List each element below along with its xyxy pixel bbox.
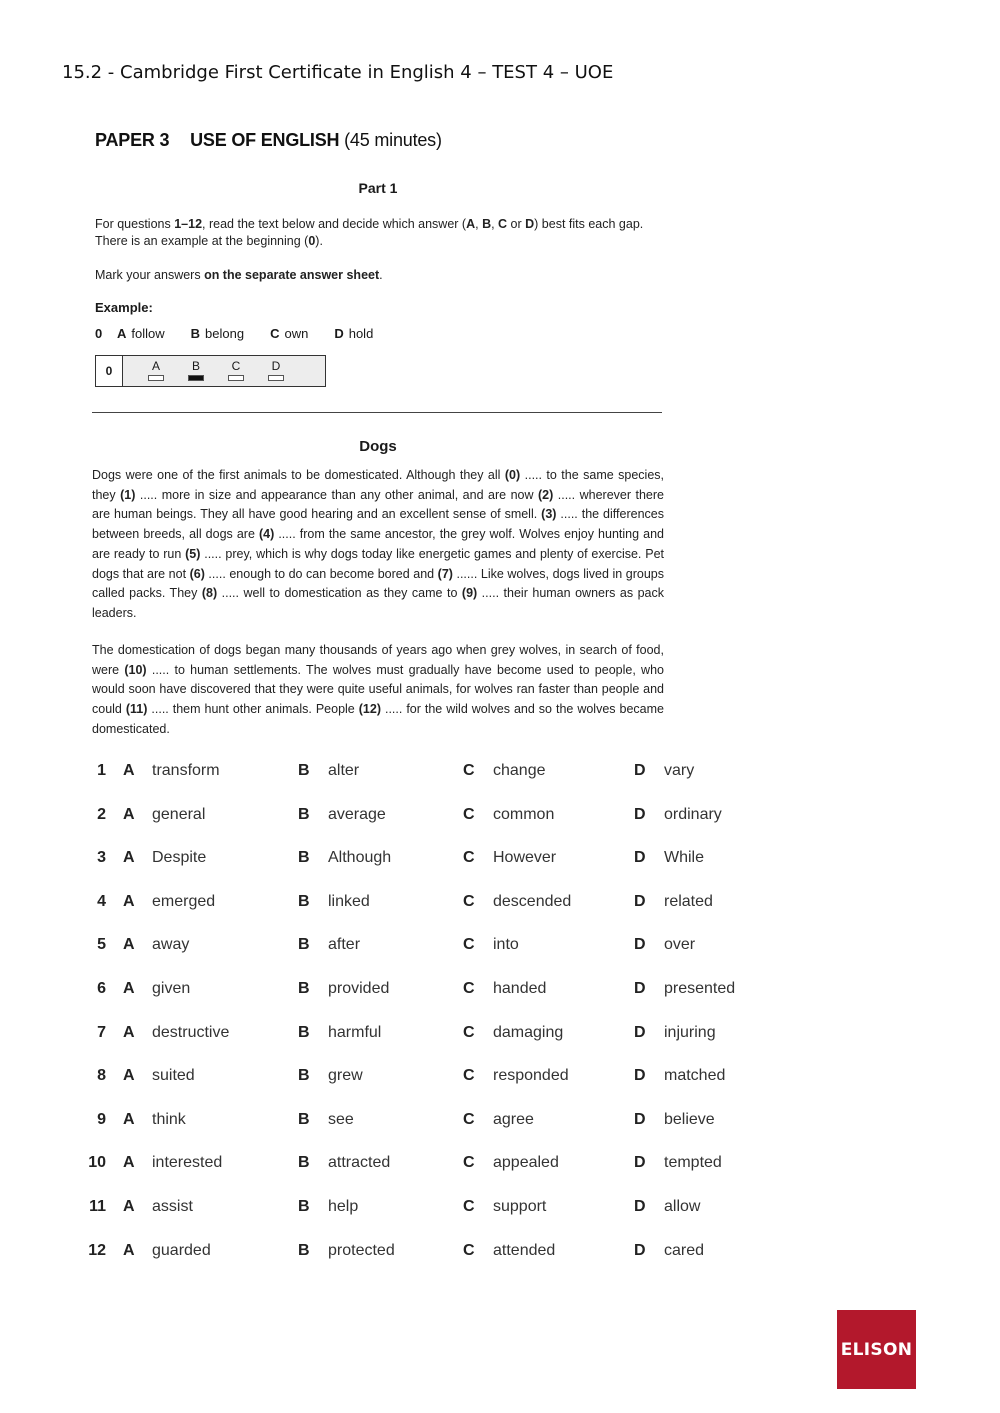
option-letter-d: D bbox=[634, 762, 646, 779]
option-word-d: While bbox=[664, 849, 705, 867]
option-letter-c: C bbox=[463, 849, 475, 867]
option-word-c: support bbox=[493, 1197, 547, 1215]
gap-number: (4) bbox=[258, 527, 275, 542]
gap-number: (10) bbox=[124, 662, 147, 677]
option-word-d: tempted bbox=[664, 1154, 722, 1172]
option-word-d: over bbox=[664, 936, 696, 954]
option-letter-a: A bbox=[123, 892, 135, 910]
option-letter-a: A bbox=[123, 1110, 135, 1128]
question-number: 1 bbox=[97, 762, 106, 779]
option-letter-c: C bbox=[463, 1067, 475, 1085]
example-label: Example: bbox=[95, 300, 153, 315]
option-letter-a: A bbox=[123, 805, 135, 823]
option-word-a: guarded bbox=[152, 1241, 211, 1259]
option-word-b: after bbox=[328, 936, 361, 954]
text-chunk: Dogs were one of the first animals to be domesticated. Although they all bbox=[92, 468, 505, 482]
option-word-a: given bbox=[152, 979, 191, 997]
option-word-c: change bbox=[493, 762, 546, 779]
question-row bbox=[80, 932, 780, 976]
question-number: 8 bbox=[97, 1067, 106, 1085]
option-word-a: suited bbox=[152, 1067, 195, 1085]
question-row bbox=[80, 802, 780, 846]
option-letter-d: D bbox=[634, 936, 646, 954]
option-letter-b: B bbox=[298, 805, 310, 823]
example-option-c: C own bbox=[270, 326, 309, 341]
gap-number: (0) bbox=[504, 468, 521, 482]
question-row bbox=[80, 845, 780, 889]
option-letter-a: A bbox=[123, 1067, 135, 1085]
option-word-b: help bbox=[328, 1197, 359, 1215]
part-heading: Part 1 bbox=[358, 180, 398, 196]
question-number: 2 bbox=[97, 805, 106, 823]
option-letter-d: D bbox=[634, 1110, 646, 1128]
option-word-a: destructive bbox=[152, 1023, 230, 1041]
paper-duration: (45 minutes) bbox=[344, 130, 442, 150]
text-title: Dogs bbox=[359, 438, 397, 455]
option-letter-b: B bbox=[298, 892, 310, 910]
answer-cell-a: A bbox=[147, 359, 165, 386]
option-word-d: cared bbox=[664, 1241, 705, 1259]
question-number: 7 bbox=[97, 1023, 106, 1041]
option-word-d: related bbox=[664, 892, 713, 910]
option-letter-c: C bbox=[463, 1154, 475, 1172]
section-divider bbox=[92, 412, 662, 413]
option-letter-c: C bbox=[463, 805, 475, 823]
text-chunk: ..... well to domestication as they came to bbox=[217, 586, 462, 601]
option-word-c: descended bbox=[493, 892, 572, 910]
question-number: 11 bbox=[89, 1197, 106, 1215]
option-letter-a: A bbox=[123, 1197, 135, 1215]
option-letter-c: C bbox=[463, 892, 475, 910]
question-number: 9 bbox=[97, 1110, 106, 1128]
gap-number: (8) bbox=[201, 586, 218, 601]
option-letter-d: D bbox=[634, 1197, 646, 1215]
option-word-d: vary bbox=[664, 762, 695, 779]
option-letter-a: A bbox=[123, 849, 135, 867]
option-word-c: agree bbox=[493, 1110, 534, 1128]
gap-number: (6) bbox=[189, 566, 205, 581]
option-letter-c: C bbox=[463, 1023, 475, 1041]
option-word-a: general bbox=[152, 805, 206, 823]
option-letter-b: B bbox=[298, 1110, 310, 1128]
option-letter-b: B bbox=[298, 849, 310, 867]
gap-number: (2) bbox=[538, 487, 554, 502]
example-number: 0 bbox=[95, 326, 103, 341]
option-word-b: linked bbox=[328, 892, 370, 910]
text-chunk: ..... from the same ancestor, the grey wolf. Wolves enjoy hunting and are ready to run bbox=[92, 527, 664, 561]
option-word-b: harmful bbox=[328, 1023, 382, 1041]
option-word-b: provided bbox=[328, 979, 390, 997]
option-letter-d: D bbox=[634, 1023, 646, 1041]
question-number: 10 bbox=[88, 1154, 106, 1172]
question-number: 4 bbox=[97, 892, 106, 910]
answer-cell-c: C bbox=[227, 359, 245, 386]
question-row bbox=[80, 1063, 780, 1107]
answer-cell-b: B bbox=[187, 359, 205, 386]
option-word-c: damaging bbox=[493, 1023, 564, 1041]
option-word-a: emerged bbox=[152, 892, 216, 910]
gap-number: (3) bbox=[541, 507, 557, 522]
text-paragraph-1 bbox=[92, 466, 664, 624]
text-chunk: ..... the differences between breeds, all dogs are bbox=[92, 507, 664, 542]
option-word-c: attended bbox=[493, 1241, 556, 1259]
option-word-a: away bbox=[152, 936, 190, 954]
option-letter-b: B bbox=[298, 1197, 310, 1215]
option-letter-b: B bbox=[298, 936, 310, 954]
text-chunk: ..... them hunt other animals. People bbox=[147, 702, 359, 717]
text-paragraph-2 bbox=[92, 641, 664, 740]
option-word-c: However bbox=[493, 849, 557, 867]
answer-options-grid bbox=[80, 758, 780, 1281]
question-row bbox=[80, 1238, 780, 1282]
logo-text: ELISON bbox=[840, 1339, 913, 1360]
text-chunk: ..... prey, which is why dogs today like energetic games and plenty of exercise. Pet dogs that are not bbox=[92, 546, 664, 581]
option-letter-c: C bbox=[463, 1241, 475, 1259]
text-chunk: ..... for the wild wolves and so the wolves became domesticated. bbox=[92, 702, 664, 736]
option-letter-b: B bbox=[298, 1241, 310, 1259]
option-letter-a: A bbox=[123, 762, 135, 779]
option-letter-c: C bbox=[463, 936, 475, 954]
answer-mark-d bbox=[268, 375, 284, 381]
question-row bbox=[80, 1107, 780, 1151]
instructions-paragraph: For questions 1–12, read the text below and decide which answer (A, B, C or D) best fits each gap. There is an example at the beginning (0). bbox=[95, 217, 644, 248]
question-number: 12 bbox=[88, 1241, 106, 1259]
option-letter-d: D bbox=[634, 1241, 646, 1259]
option-word-c: into bbox=[493, 936, 519, 954]
option-letter-d: D bbox=[634, 805, 646, 823]
text-chunk: ...... Like wolves, dogs lived in groups called packs. They bbox=[92, 566, 664, 601]
example-option-b: B belong bbox=[190, 326, 245, 341]
question-row bbox=[80, 889, 780, 933]
option-word-a: transform bbox=[152, 762, 220, 779]
option-word-c: responded bbox=[493, 1067, 569, 1085]
option-word-d: allow bbox=[664, 1197, 701, 1215]
option-word-d: presented bbox=[664, 979, 736, 997]
answer-mark-b bbox=[188, 375, 204, 381]
text-chunk: ..... their human owners as pack leaders. bbox=[92, 586, 664, 620]
text-chunk: ..... more in size and appearance than any other animal, and are now bbox=[135, 487, 538, 502]
option-word-b: alter bbox=[328, 762, 360, 779]
option-letter-b: B bbox=[298, 762, 310, 779]
option-letter-b: B bbox=[298, 1067, 310, 1085]
option-word-b: grew bbox=[328, 1067, 363, 1085]
option-word-b: average bbox=[328, 805, 386, 823]
option-word-d: matched bbox=[664, 1067, 726, 1085]
option-letter-a: A bbox=[123, 1023, 135, 1041]
option-word-a: think bbox=[152, 1110, 186, 1128]
text-chunk: The domestication of dogs began many thousands of years ago when grey wolves, in search of food, were bbox=[92, 643, 664, 677]
option-word-a: assist bbox=[152, 1197, 193, 1215]
option-word-c: common bbox=[493, 805, 555, 823]
option-letter-b: B bbox=[298, 979, 310, 997]
option-word-d: ordinary bbox=[664, 805, 722, 823]
text-chunk: ..... wherever there are human beings. They all have good hearing and an excellent sense of smell. bbox=[92, 487, 664, 522]
option-letter-d: D bbox=[634, 1154, 646, 1172]
question-number: 6 bbox=[97, 979, 106, 997]
option-word-b: see bbox=[328, 1110, 354, 1128]
document-header-title: 15.2 - Cambridge First Certificate in English 4 – TEST 4 – UOE bbox=[62, 62, 614, 83]
answer-mark-a bbox=[148, 375, 164, 381]
option-letter-b: B bbox=[298, 1154, 310, 1172]
paper-title: USE OF ENGLISH bbox=[190, 130, 340, 150]
option-word-c: appealed bbox=[493, 1154, 559, 1172]
option-letter-a: A bbox=[123, 936, 135, 954]
example-answer-box bbox=[95, 355, 326, 387]
option-word-d: injuring bbox=[664, 1023, 716, 1041]
question-row bbox=[80, 976, 780, 1020]
gap-number: (11) bbox=[125, 702, 148, 717]
question-row bbox=[80, 1194, 780, 1238]
option-word-a: Despite bbox=[152, 849, 207, 867]
gap-number: (12) bbox=[358, 702, 381, 717]
option-letter-d: D bbox=[634, 1067, 646, 1085]
answer-cell-d: D bbox=[267, 359, 285, 386]
option-word-c: handed bbox=[493, 979, 547, 997]
option-word-b: attracted bbox=[328, 1154, 391, 1172]
option-letter-d: D bbox=[634, 892, 646, 910]
text-chunk: ..... to the same species, they bbox=[92, 468, 664, 502]
option-letter-c: C bbox=[463, 1110, 475, 1128]
answer-box-number: 0 bbox=[96, 356, 123, 386]
option-letter-a: A bbox=[123, 1154, 135, 1172]
paper-heading bbox=[95, 130, 442, 151]
option-letter-b: B bbox=[298, 1023, 310, 1041]
option-word-d: believe bbox=[664, 1110, 715, 1128]
option-word-a: interested bbox=[152, 1154, 223, 1172]
text-chunk: ..... enough to do can become bored and bbox=[204, 566, 438, 581]
gap-number: (1) bbox=[120, 487, 136, 502]
question-row bbox=[80, 1020, 780, 1064]
example-option-a: A follow bbox=[117, 326, 165, 341]
answer-mark-c bbox=[228, 375, 244, 381]
option-letter-c: C bbox=[463, 979, 475, 997]
paper-number: PAPER 3 bbox=[95, 130, 170, 150]
option-word-b: Although bbox=[328, 849, 392, 867]
option-letter-d: D bbox=[634, 849, 646, 867]
gap-number: (9) bbox=[461, 586, 478, 601]
gap-number: (5) bbox=[185, 546, 201, 561]
option-letter-c: C bbox=[463, 1197, 475, 1215]
gap-number: (7) bbox=[437, 566, 453, 581]
text-chunk: ..... to human settlements. The wolves must gradually have become used to people, who would soon have discovered that they were quite useful animals, for wolves ran faster than people and could bbox=[92, 662, 664, 717]
question-number: 3 bbox=[97, 849, 106, 867]
mark-answers-instruction: Mark your answers on the separate answer sheet. bbox=[95, 268, 383, 282]
question-row bbox=[80, 1150, 780, 1194]
question-number: 5 bbox=[97, 936, 106, 954]
option-word-b: protected bbox=[328, 1241, 395, 1259]
example-option-d: D hold bbox=[334, 326, 374, 341]
option-letter-a: A bbox=[123, 1241, 135, 1259]
question-row bbox=[80, 758, 780, 802]
option-letter-d: D bbox=[634, 979, 646, 997]
option-letter-c: C bbox=[463, 762, 475, 779]
example-options bbox=[95, 326, 399, 341]
elison-logo bbox=[837, 1310, 916, 1389]
option-letter-a: A bbox=[123, 979, 135, 997]
